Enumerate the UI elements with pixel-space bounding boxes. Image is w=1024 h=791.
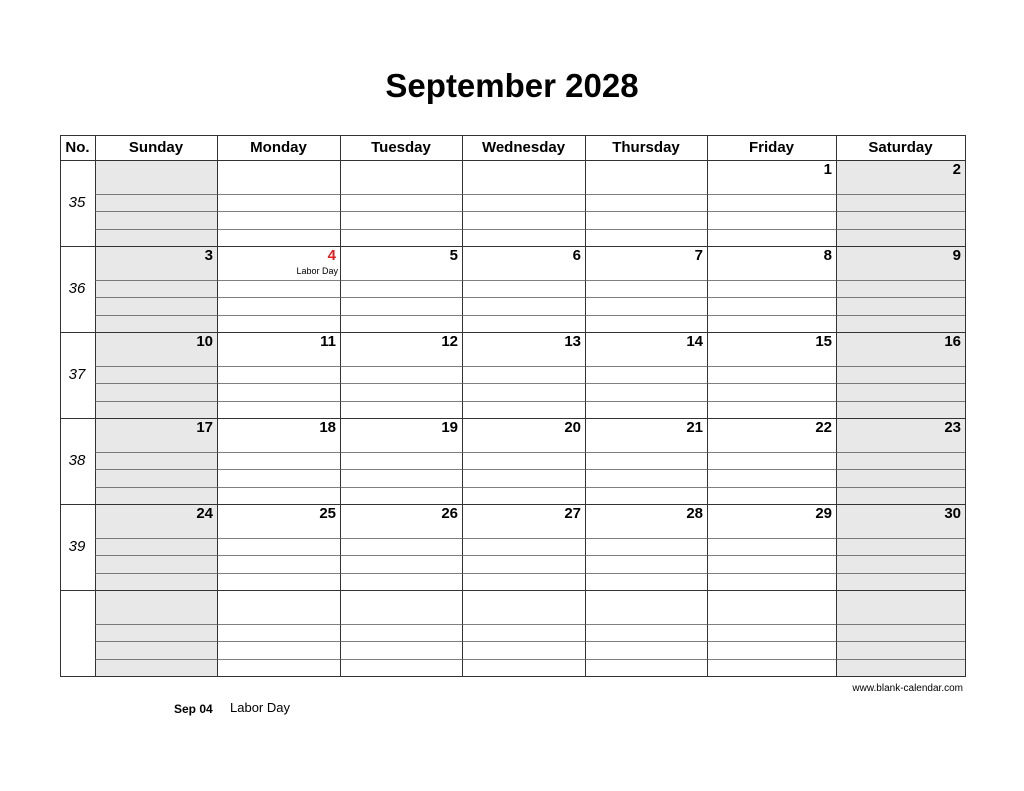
day-number: 15 — [815, 333, 832, 350]
page-title: September 2028 — [385, 67, 639, 104]
day-number: 7 — [694, 247, 703, 264]
day-number: 5 — [449, 247, 458, 264]
sunday-shade — [95, 160, 217, 246]
day-number-holiday: 4 — [327, 247, 336, 264]
day-number: 25 — [319, 505, 336, 522]
week-number: 35 — [68, 194, 86, 211]
week-number: 36 — [68, 280, 86, 297]
header-saturday: Saturday — [868, 139, 933, 156]
holiday-list-name: Labor Day — [230, 700, 290, 715]
day-number: 24 — [196, 505, 213, 522]
day-number: 13 — [564, 333, 581, 350]
week-number: 37 — [68, 366, 86, 383]
day-number: 9 — [952, 247, 961, 264]
day-number: 16 — [944, 333, 961, 350]
day-number: 18 — [319, 419, 336, 436]
day-number: 19 — [441, 419, 458, 436]
week-number: 38 — [68, 452, 86, 469]
holiday-label: Labor Day — [296, 266, 338, 276]
website-link[interactable]: www.blank-calendar.com — [852, 683, 963, 694]
day-number: 6 — [572, 247, 581, 264]
day-number: 8 — [823, 247, 832, 264]
header-friday: Friday — [748, 139, 794, 156]
day-number: 12 — [441, 333, 458, 350]
header-wednesday: Wednesday — [481, 139, 566, 156]
day-number: 10 — [196, 333, 213, 350]
week-number: 39 — [68, 538, 86, 555]
day-number: 20 — [564, 419, 581, 436]
day-number: 11 — [320, 333, 336, 350]
header-monday: Monday — [250, 139, 307, 156]
saturday-shade — [836, 590, 965, 676]
header-sunday: Sunday — [128, 139, 184, 156]
day-number: 28 — [686, 505, 703, 522]
day-number: 23 — [944, 419, 961, 436]
day-number: 2 — [952, 161, 961, 178]
day-number: 26 — [441, 505, 458, 522]
day-number: 22 — [815, 419, 832, 436]
day-number: 17 — [196, 419, 213, 436]
day-number: 14 — [686, 333, 703, 350]
header-tuesday: Tuesday — [371, 139, 431, 156]
header-thursday: Thursday — [612, 139, 680, 156]
day-number: 30 — [944, 505, 961, 522]
day-number: 1 — [823, 161, 832, 178]
day-number: 29 — [815, 505, 832, 522]
day-number: 21 — [686, 419, 703, 436]
holiday-list-date: Sep 04 — [174, 702, 213, 716]
header-no: No. — [65, 139, 90, 156]
sunday-shade — [95, 590, 217, 676]
day-number: 27 — [564, 505, 581, 522]
day-number: 3 — [204, 247, 213, 264]
